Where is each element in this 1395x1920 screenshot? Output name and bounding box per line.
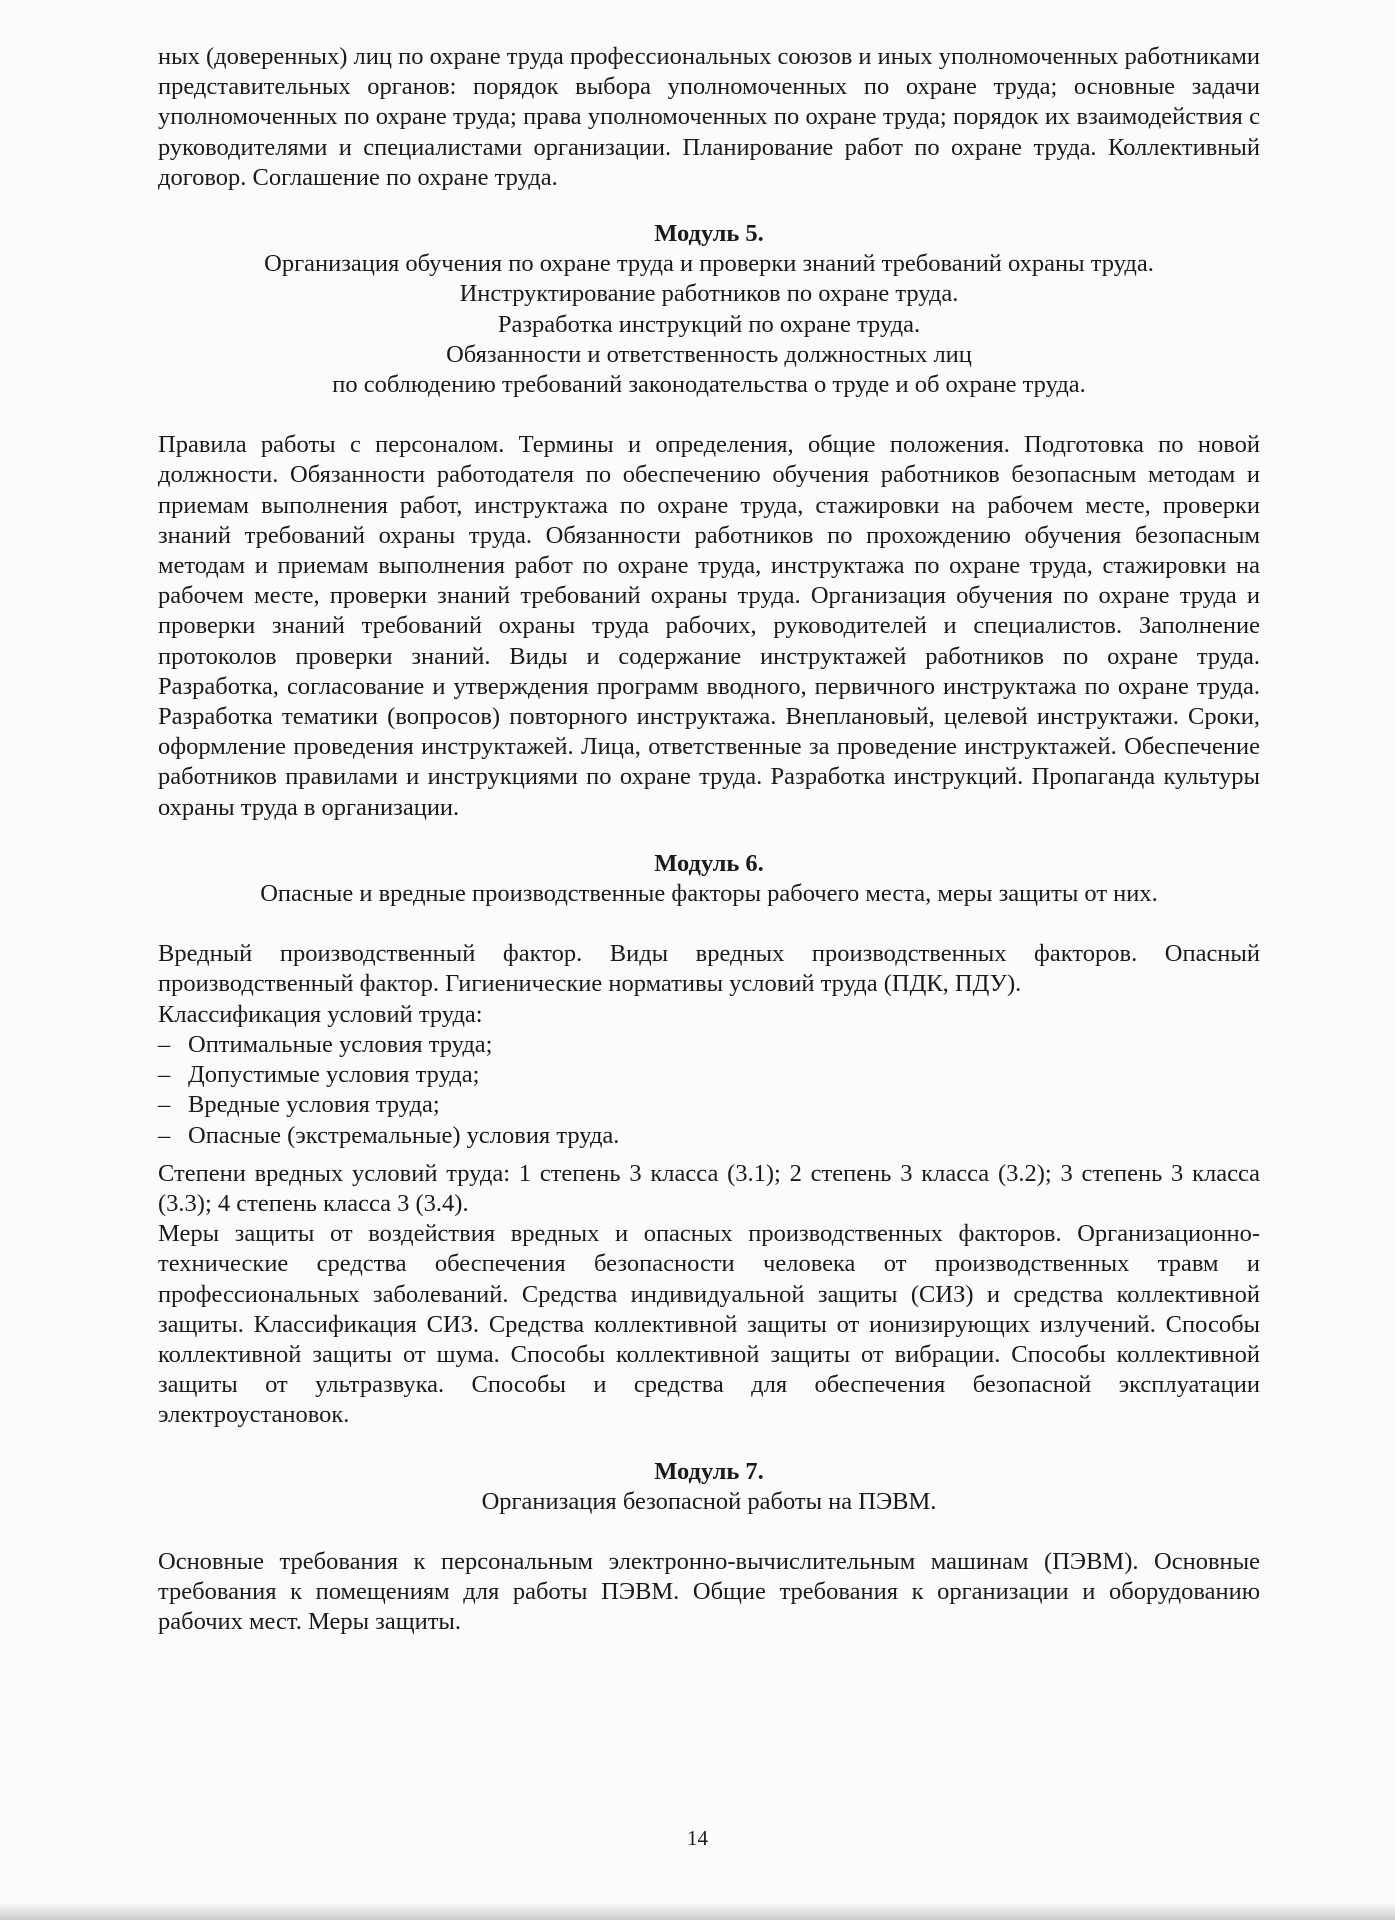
module-6-body-2: Степени вредных условий труда: 1 степень 3 класса (3.1); 2 степень 3 класса (3.2); 3 степень 3 класса (3.3); 4 степень класса 3 (3.4). [158, 1159, 1260, 1217]
list-item [158, 1090, 1260, 1120]
module-6-body-3: Меры защиты от воздействия вредных и опасных производственных факторов. Организационно-технические средства обеспечения безопасности человека от производственных травм и профессиональных заболеваний. Средства индивидуальной защиты (СИЗ) и средства коллективной защиты. Классификация СИЗ. Средства коллективной защиты от ионизирующих излучений. Способы коллективной защиты от шума. Способы коллективной защиты от вибрации. Способы коллективной защиты от ультразвука. Способы и средства для обеспечения безопасной эксплуатации электроустановок. [158, 1220, 1260, 1429]
module-5-subtitle-line: Инструктирование работников по охране труда. [459, 280, 959, 308]
module-6-heading [158, 849, 1260, 909]
list-item [158, 1060, 1260, 1090]
list-item-text: Допустимые условия труда; [188, 1061, 480, 1089]
document-page [158, 42, 1260, 1638]
module-5-subtitle-line: по соблюдению требований законодательства о труде и об охране труда. [332, 371, 1086, 399]
dash-marker: – [158, 1091, 171, 1119]
module-7-heading [158, 1457, 1260, 1517]
scan-edge-shadow [0, 1902, 1395, 1920]
list-item [158, 1121, 1260, 1151]
dash-marker: – [158, 1061, 171, 1089]
list-item-text: Оптимальные условия труда; [188, 1030, 493, 1058]
intro-paragraph: ных (доверенных) лиц по охране труда профессиональных союзов и иных уполномоченных работниками представительных органов: порядок выбора уполномоченных по охране труда; основные задачи уполномоченных по охране труда; права уполномоченных по охране труда; порядок их взаимодействия с руководителями и специалистами организации. Планирование работ по охране труда. Коллективный договор. Соглашение по охране труда. [158, 43, 1260, 191]
list-item-text: Опасные (экстремальные) условия труда. [188, 1121, 620, 1149]
module-5-subtitle-line: Разработка инструкций по охране труда. [497, 310, 921, 338]
module-5-subtitle-line: Организация обучения по охране труда и проверки знаний требований охраны труда. [264, 250, 1154, 278]
dash-marker: – [158, 1030, 171, 1058]
module-5-subtitle-line: Обязанности и ответственность должностных лиц [446, 340, 972, 368]
module-5-heading [158, 219, 1260, 400]
module-6-title: Модуль 6. [654, 849, 764, 877]
dash-marker: – [158, 1121, 171, 1149]
module-5-title: Модуль 5. [654, 220, 764, 248]
list-item [158, 1030, 1260, 1060]
module-7-title: Модуль 7. [654, 1457, 764, 1485]
module-7-subtitle-line: Организация безопасной работы на ПЭВМ. [481, 1487, 937, 1515]
module-7-body: Основные требования к персональным электронно-вычислительным машинам (ПЭВМ). Основные требования к помещениям для работы ПЭВМ. Общие требования к организации и оборудованию рабочих мест. Меры защиты. [158, 1547, 1260, 1636]
classification-label: Классификация условий труда: [158, 1000, 483, 1028]
page-number: 14 [687, 1826, 708, 1850]
module-6-body-1: Вредный производственный фактор. Виды вредных производственных факторов. Опасный производственный фактор. Гигиенические нормативы условий труда (ПДК, ПДУ). [158, 940, 1260, 998]
module-5-body: Правила работы с персоналом. Термины и определения, общие положения. Подготовка по новой должности. Обязанности работодателя по обеспечению обучения работников безопасным методам и приемам выполнения работ, инструктажа по охране труда, стажировки на рабочем месте, проверки знаний требований охраны труда. Обязанности работников по прохождению обучения безопасным методам и приемам выполнения работ по охране труда, инструктажа по охране труда, стажировки на рабочем месте, проверки знаний требований охраны труда. Организация обучения по охране труда и проверки знаний требований охраны труда рабочих, руководителей и специалистов. Заполнение протоколов проверки знаний. Виды и содержание инструктажей работников по охране труда. Разработка, согласование и утверждения программ вводного, первичного инструктажа по охране труда. Разработка тематики (вопросов) повторного инструктажа. Внеплановый, целевой инструктажи. Сроки, оформление проведения инструктажей. Лица, ответственные за проведение инструктажей. Обеспечение работников правилами и инструкциями по охране труда. Разработка инструкций. Пропаганда культуры охраны труда в организации. [158, 431, 1260, 821]
module-6-subtitle-line: Опасные и вредные производственные факторы рабочего места, меры защиты от них. [260, 880, 1158, 908]
list-item-text: Вредные условия труда; [188, 1091, 440, 1119]
conditions-list [158, 1030, 1260, 1151]
